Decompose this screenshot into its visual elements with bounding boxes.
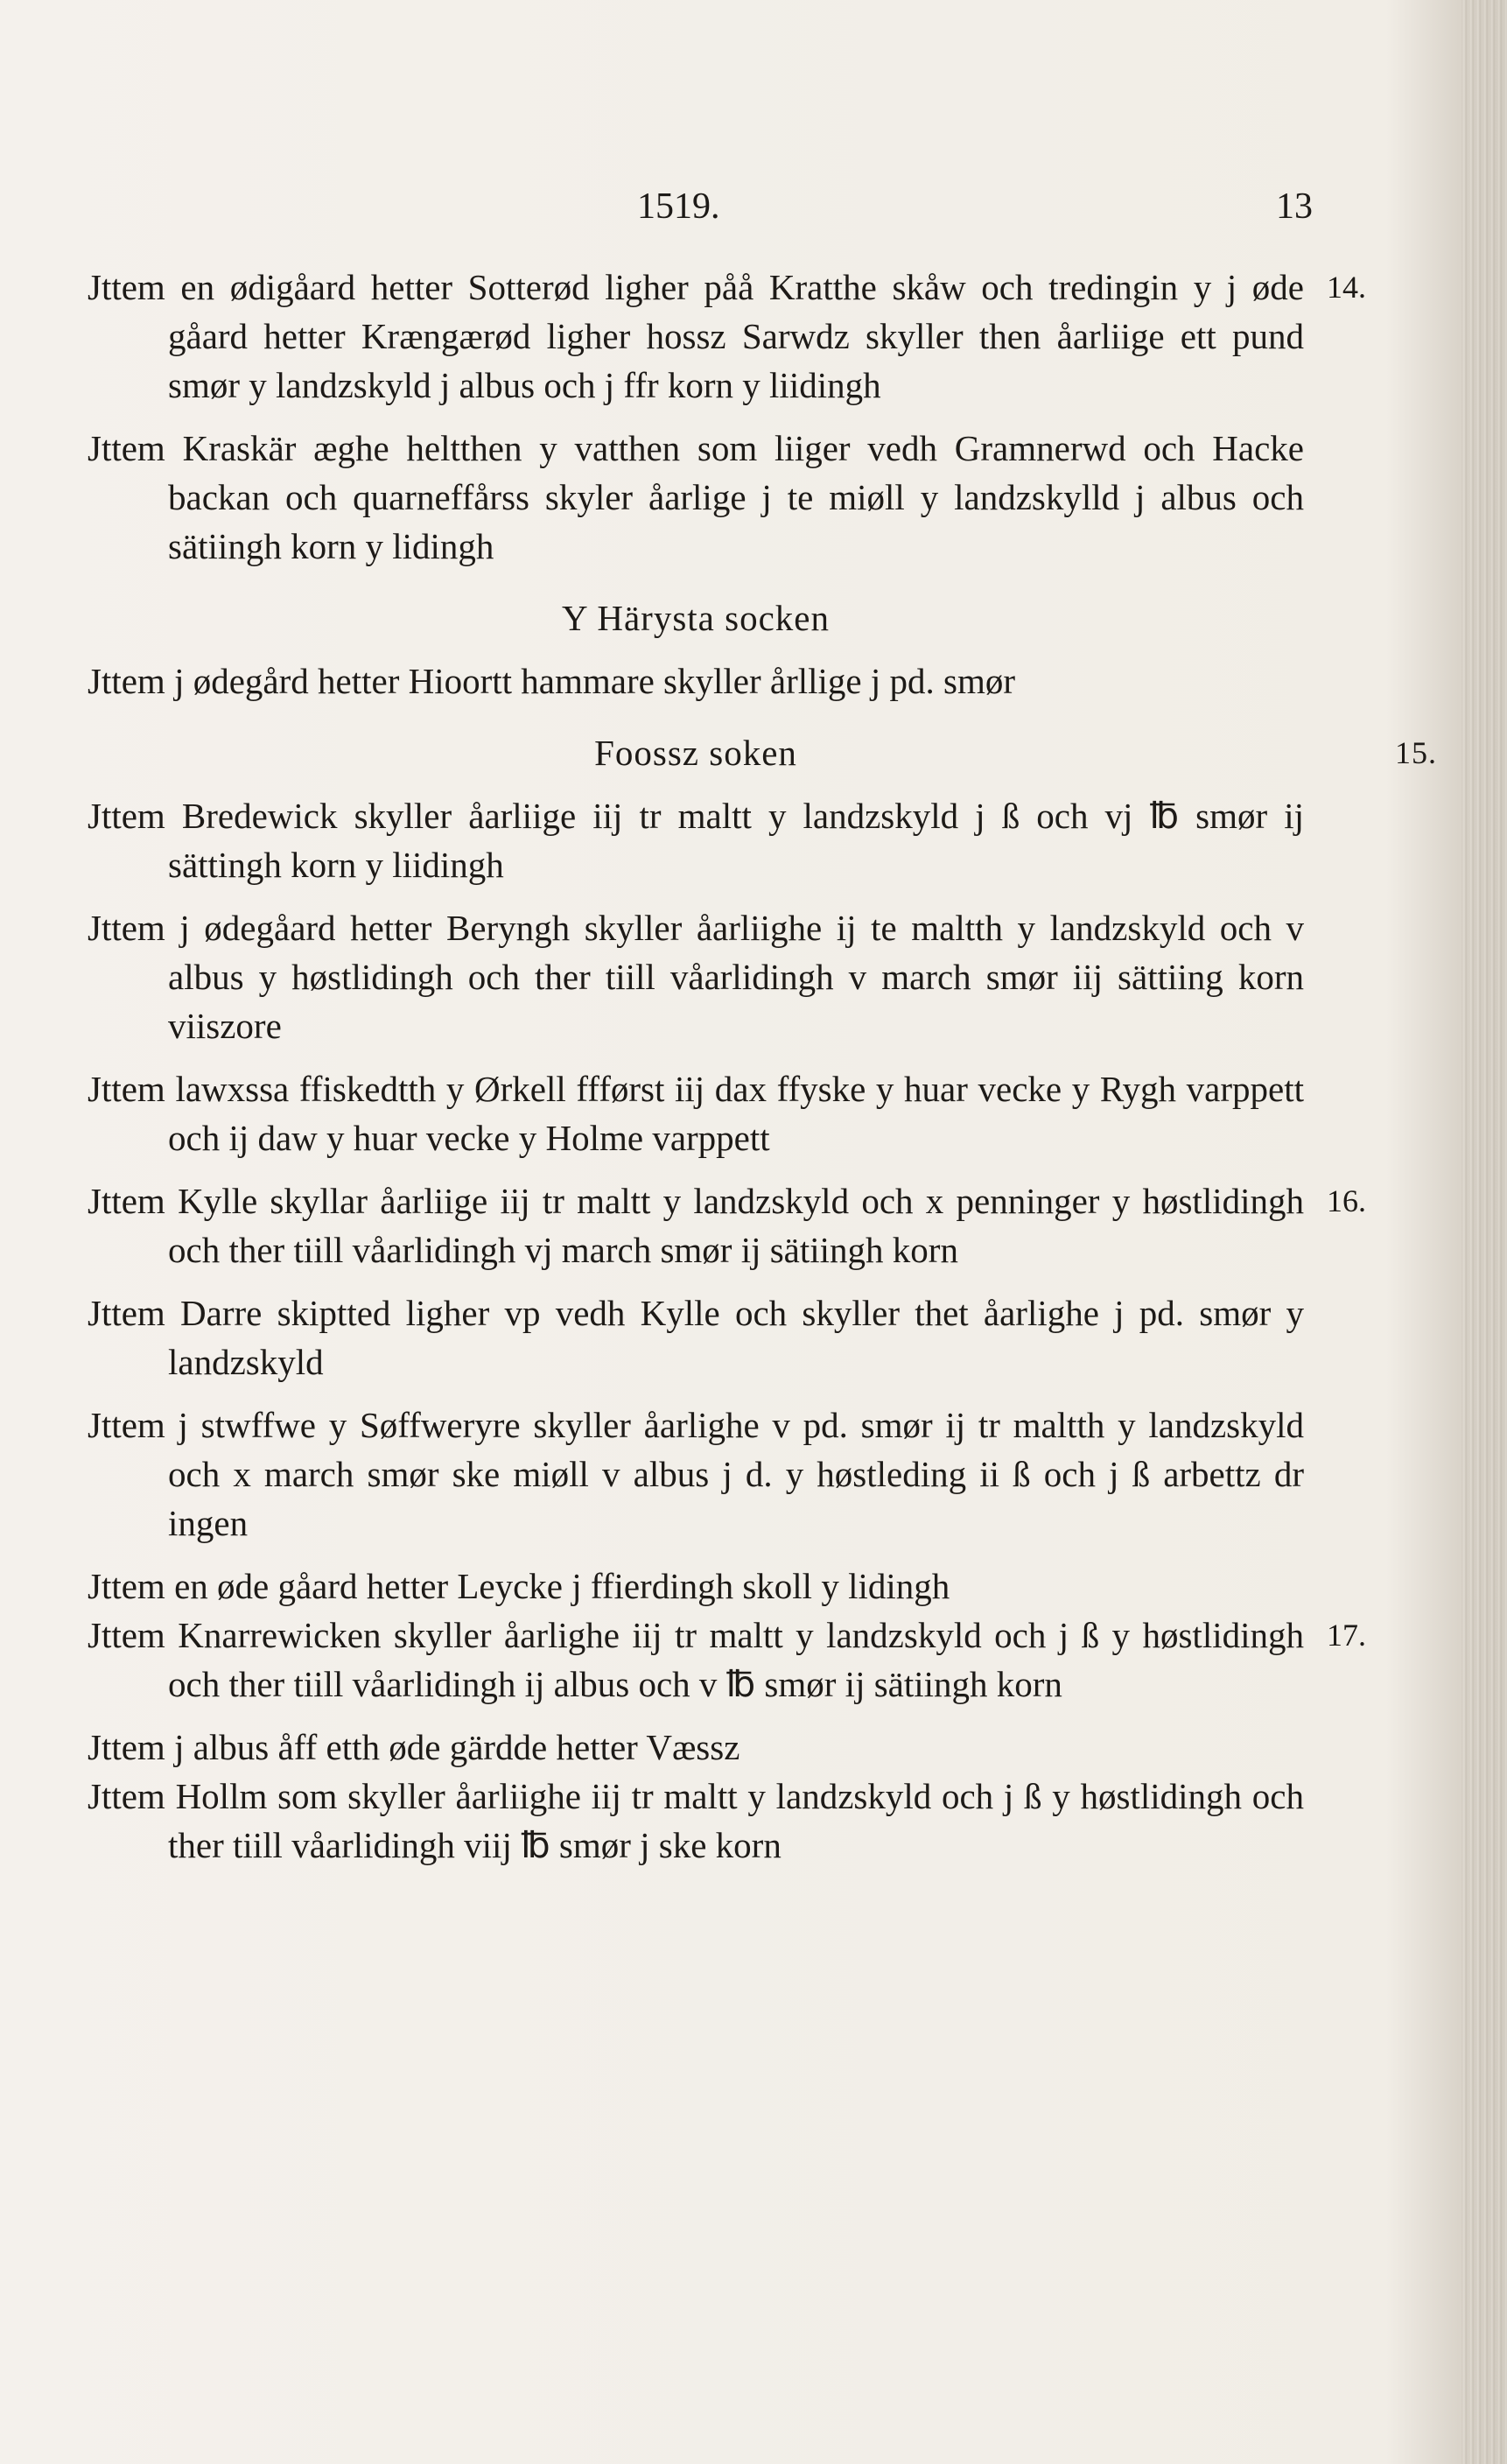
entry-text: Jttem Kylle skyllar åarliige iij tr maltt y landzskyld och x penninger y høstlidingh och ther tiill våarlidingh vj march smør ij sätiingh korn xyxy=(88,1181,1304,1270)
register-entry xyxy=(88,1288,1304,1386)
register-entry xyxy=(88,903,1304,1050)
entry-text: Jttem j ødegård hetter Hioortt hammare skyller årllige j pd. smør xyxy=(88,661,1016,701)
page-number: 13 xyxy=(1276,186,1313,227)
entry-text: Jttem en øde gåard hetter Leycke j ffierdingh skoll y lidingh xyxy=(88,1566,950,1606)
entry-text: Jttem Darre skiptted ligher vp vedh Kylle och skyller thet åarlighe j pd. smør y landzskyld xyxy=(88,1293,1304,1382)
entry-text: Jttem j albus åff etth øde gärdde hetter Væssz xyxy=(88,1727,740,1767)
register-entry xyxy=(88,791,1304,889)
page-edge xyxy=(1461,0,1507,2464)
register-entry xyxy=(88,1176,1366,1274)
section-heading xyxy=(88,728,1437,777)
heading-text: Y Härysta socken xyxy=(562,598,830,638)
entry-text: Jttem lawxssa ffiskedtth y Ørkell ffførst iij dax ffyske y huar vecke y Rygh varppett och ij daw y huar vecke y Holme varppett xyxy=(88,1069,1304,1158)
page-header xyxy=(88,186,1313,229)
heading-text: Foossz soken xyxy=(594,733,797,773)
entry-text: Jttem j stwffwe y Søffweryre skyller åarlighe v pd. smør ij tr maltth y landzskyld och x march smør ske miøll v albus j d. y høstleding ii ß och j ß arbettz dr ingen xyxy=(88,1405,1304,1543)
register-entry xyxy=(88,1772,1304,1870)
entry-text: Jttem j ødegåard hetter Beryngh skyller åarliighe ij te maltth y landzskyld och v albus y høstlidingh och ther tiill våarlidingh v march smør iij sättiing korn viiszore xyxy=(88,908,1304,1046)
register-entry xyxy=(88,1064,1304,1162)
entry-text: Jttem Hollm som skyller åarliighe iij tr maltt y landzskyld och j ß y høstlidingh och ther tiill våarlidingh viij ℔ smør j ske korn xyxy=(88,1776,1304,1865)
section-heading xyxy=(88,593,1304,642)
register-entry xyxy=(88,1723,1304,1772)
margin-folio-number: 17. xyxy=(1327,1618,1366,1653)
register-entry xyxy=(88,263,1366,410)
header-year: 1519. xyxy=(637,186,720,227)
entry-text: Jttem Bredewick skyller åarliige iij tr maltt y landzskyld j ß och vj ℔ smør ij sättingh korn y liidingh xyxy=(88,796,1304,885)
document-body xyxy=(88,263,1437,1884)
register-entry xyxy=(88,1562,1304,1611)
margin-folio-number: 16. xyxy=(1327,1183,1366,1218)
margin-folio-number: 14. xyxy=(1327,270,1366,305)
register-entry xyxy=(88,424,1304,571)
entry-text: Jttem Kraskär æghe heltthen y vatthen som liiger vedh Gramnerwd och Hacke backan och quarneffårss skyler åarlige j te miøll y landzskylld j albus och sätiingh korn y lidingh xyxy=(88,428,1304,566)
register-entry xyxy=(88,656,1304,706)
register-entry xyxy=(88,1400,1304,1548)
register-entry xyxy=(88,1611,1366,1709)
entry-text: Jttem Knarrewicken skyller åarlighe iij tr maltt y landzskyld och j ß y høstlidingh och ther tiill våarlidingh ij albus och v ℔ smør ij sätiingh korn xyxy=(88,1615,1304,1704)
entry-text: Jttem en ødigåard hetter Sotterød ligher påå Kratthe skåw och tredingin y j øde gåard hetter Krængærød ligher hossz Sarwdz skyller then åarliige ett pund smør y landzskyld j albus och j ffr korn y liidingh xyxy=(88,267,1304,405)
margin-folio-number: 15. xyxy=(1395,735,1437,770)
